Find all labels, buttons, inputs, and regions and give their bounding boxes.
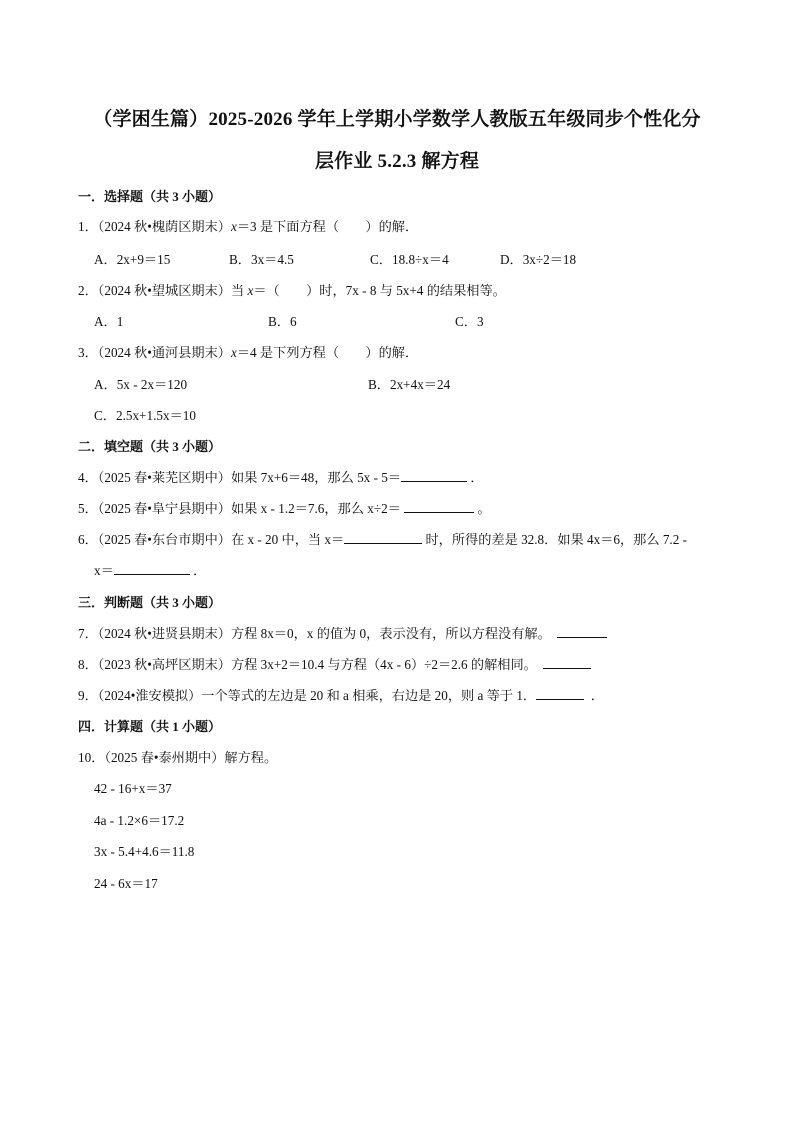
question-4 [78, 467, 484, 486]
question-1-var: x [230, 219, 237, 234]
question-6-text: 6．（2025 春•东台市期中）在 x - 20 中，当 x＝ [78, 532, 345, 547]
q1-option-b: B．3x＝4.5 [229, 252, 294, 267]
equation-1: 42 - 16+x＝37 [94, 781, 172, 796]
question-2-prefix: 2．（2024 秋•望城区期末）当 [78, 283, 248, 298]
question-5-end: 。 [477, 501, 491, 516]
question-3 [78, 342, 418, 361]
page-title-line-2: 层作业 5.2.3 解方程 [314, 151, 480, 172]
answer-blank-9[interactable] [536, 687, 584, 700]
question-1-stem: ＝3 是下面方程（ ）的解． [236, 219, 419, 234]
question-1-prefix: 1．（2024 秋•槐荫区期末） [78, 219, 231, 234]
question-6-end: ． [193, 563, 207, 578]
section-calc-heading: 四．计算题（共 1 小题） [78, 719, 222, 734]
answer-blank-6b[interactable] [114, 562, 190, 575]
question-7 [78, 623, 607, 642]
q2-option-a: A．1 [94, 314, 124, 329]
question-1 [78, 216, 418, 235]
question-5-text: 5．（2025 春•阜宁县期中）如果 x - 1.2＝7.6，那么 x÷2＝ [78, 501, 401, 516]
section-choice-heading: 一．选择题（共 3 小题） [78, 189, 222, 204]
equation-4: 24 - 6x＝17 [94, 876, 158, 891]
equation-3: 3x - 5.4+4.6＝11.8 [94, 844, 195, 859]
answer-blank-5[interactable] [404, 500, 474, 513]
question-9-text: 9．（2024•淮安模拟）一个等式的左边是 20 和 a 相乘，右边是 20，则 a 等于 1． [78, 688, 537, 703]
question-2-var: x [247, 283, 254, 298]
question-7-text: 7．（2024 秋•进贤县期末）方程 8x＝0，x 的值为 0，表示没有，所以方程没有解。 [78, 626, 551, 641]
question-3-stem: ＝4 是下列方程（ ）的解． [236, 345, 419, 360]
equation-2: 4a - 1.2×6＝17.2 [94, 813, 185, 828]
q3-option-b: B．2x+4x＝24 [368, 377, 451, 392]
q3-option-c: C．2.5x+1.5x＝10 [94, 408, 196, 423]
q1-option-a: A．2x+9＝15 [94, 252, 171, 267]
question-4-text: 4．（2025 春•莱芜区期中）如果 7x+6＝48，那么 5x - 5＝ [78, 470, 402, 485]
question-9 [78, 685, 604, 704]
question-5 [78, 498, 491, 517]
section-fill-heading: 二．填空题（共 3 小题） [78, 439, 222, 454]
q3-option-a: A．5x - 2x＝120 [94, 377, 188, 392]
question-2 [78, 280, 506, 299]
question-3-prefix: 3．（2024 秋•通河县期末） [78, 345, 231, 360]
question-2-stem: ＝（ ）时，7x - 8 与 5x+4 的结果相等。 [253, 283, 506, 298]
answer-blank-6a[interactable] [344, 531, 422, 544]
answer-blank-8[interactable] [543, 656, 591, 669]
q1-option-d: D．3x÷2＝18 [500, 252, 577, 267]
question-6 [78, 529, 687, 548]
question-8 [78, 654, 591, 673]
question-6-mid: 时，所得的差是 32.8．如果 4x＝6，那么 7.2 - [425, 532, 688, 547]
question-3-var: x [230, 345, 237, 360]
q2-option-b: B．6 [268, 314, 297, 329]
question-6-line2-text: x＝ [94, 563, 114, 578]
question-8-text: 8．（2023 秋•高坪区期末）方程 3x+2＝10.4 与方程（4x - 6）÷2＝2.6 的解相同。 [78, 657, 537, 672]
question-10: 10．（2025 春•泰州期中）解方程。 [78, 750, 278, 765]
question-9-end: ． [590, 688, 604, 703]
section-judge-heading: 三．判断题（共 3 小题） [78, 595, 222, 610]
q2-option-c: C．3 [455, 314, 484, 329]
q1-option-c: C．18.8÷x＝4 [370, 252, 449, 267]
question-4-end: ． [470, 470, 484, 485]
answer-blank-4[interactable] [401, 469, 467, 482]
question-6-line-2 [94, 560, 206, 579]
answer-blank-7[interactable] [557, 625, 607, 638]
page-title-line-1: （学困生篇）2025-2026 学年上学期小学数学人教版五年级同步个性化分 [93, 109, 701, 130]
